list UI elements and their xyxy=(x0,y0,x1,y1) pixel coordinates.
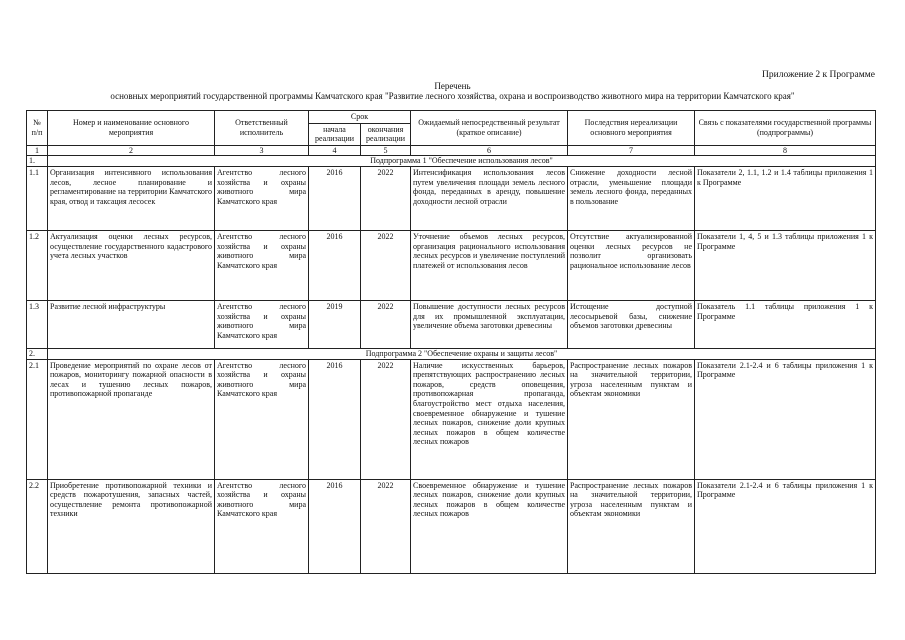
row-num: 1.2 xyxy=(27,230,48,300)
header-row xyxy=(27,111,876,124)
row-start: 2016 xyxy=(309,359,361,479)
subprogram-1-title: Подпрограмма 1 "Обеспечение использования лесов" xyxy=(48,156,876,167)
column-number: 6 xyxy=(411,145,568,156)
subprogram-2-row xyxy=(27,348,876,359)
row-name: Развитие лесной инфраструктуры xyxy=(48,300,215,348)
row-start: 2016 xyxy=(309,479,361,573)
row-num: 1.3 xyxy=(27,300,48,348)
row-executor: Агентство лесного хозяйства и охраны животного мира Камчатского края xyxy=(215,230,309,300)
row-num: 1.1 xyxy=(27,166,48,230)
row-consequences: Распространение лесных пожаров на значительной территории, угроза населенным пунктам и объектам экономики xyxy=(568,479,695,573)
header-executor: Ответственный исполнитель xyxy=(215,111,309,146)
row-start: 2016 xyxy=(309,230,361,300)
row-consequences: Истощение доступной лесосырьевой базы, снижение объемов заготовки древесины xyxy=(568,300,695,348)
header-term: Срок xyxy=(309,111,411,124)
subprogram-2-num: 2. xyxy=(27,348,48,359)
subprogram-2-title: Подпрограмма 2 "Обеспечение охраны и защиты лесов" xyxy=(48,348,876,359)
row-result: Наличие искусственных барьеров, препятствующих распространению лесных пожаров, средств оповещения, противопожарная пропаганда, благоустройство мест отдыха населения, своевременное обнаружение и тушение лесных пожаров, снижение доли крупных лесных пожаров в общем количестве лесных пожаров xyxy=(411,359,568,479)
row-name: Организация интенсивного использования лесов, лесное планирование и регламентирование на территории Камчатского края, отвод и таксация лесосек xyxy=(48,166,215,230)
row-result: Интенсификация использования лесов путем увеличения площади земель лесного фонда, переданных в аренду, повышение доходности лесной отрасли xyxy=(411,166,568,230)
row-executor: Агентство лесного хозяйства и охраны животного мира Камчатского края xyxy=(215,359,309,479)
header-link: Связь с показателями государственной программы (подпрограммы) xyxy=(695,111,876,146)
heading-title: Перечень xyxy=(434,81,471,91)
row-end: 2022 xyxy=(361,479,411,573)
header-end: окончания реализации xyxy=(361,123,411,145)
row-name: Проведение мероприятий по охране лесов от пожаров, мониторингу пожарной опасности в лесах и тушению лесных пожаров, противопожарной пропаганде xyxy=(48,359,215,479)
column-number: 3 xyxy=(215,145,309,156)
row-end: 2022 xyxy=(361,300,411,348)
header-consequences: Последствия нереализации основного мероприятия xyxy=(568,111,695,146)
row-link: Показатель 1.1 таблицы приложения 1 к Программе xyxy=(695,300,876,348)
row-consequences: Снижение доходности лесной отрасли, уменьшение площади земель лесного фонда, переданных в пользование xyxy=(568,166,695,230)
table-row xyxy=(27,166,876,230)
row-link: Показатели 2.1-2.4 и 6 таблицы приложения 1 к Программе xyxy=(695,479,876,573)
row-link: Показатели 1, 4, 5 и 1.3 таблицы приложения 1 к Программе xyxy=(695,230,876,300)
row-num: 2.1 xyxy=(27,359,48,479)
row-consequences: Распространение лесных пожаров на значительной территории, угроза населенным пунктам и объектам экономики xyxy=(568,359,695,479)
row-result: Своевременное обнаружение и тушение лесных пожаров, снижение доли крупных лесных пожаров в общем количестве лесных пожаров xyxy=(411,479,568,573)
table-row xyxy=(27,359,876,479)
row-executor: Агентство лесного хозяйства и охраны животного мира Камчатского края xyxy=(215,166,309,230)
row-end: 2022 xyxy=(361,230,411,300)
row-executor: Агентство лесного хозяйства и охраны животного мира Камчатского края xyxy=(215,300,309,348)
row-executor: Агентство лесного хозяйства и охраны животного мира Камчатского края xyxy=(215,479,309,573)
header-result: Ожидаемый непосредственный результат (краткое описание) xyxy=(411,111,568,146)
row-link: Показатели 2, 1.1, 1.2 и 1.4 таблицы приложения 1 к Программе xyxy=(695,166,876,230)
row-result: Повышение доступности лесных ресурсов для их промышленной эксплуатации, увеличение объема заготовки древесины xyxy=(411,300,568,348)
table-row xyxy=(27,300,876,348)
column-number: 5 xyxy=(361,145,411,156)
header-name: Номер и наименование основного мероприятия xyxy=(48,111,215,146)
row-name: Приобретение противопожарной техники и средств пожаротушения, запасных частей, осуществление ремонта противопожарной техники xyxy=(48,479,215,573)
column-number: 2 xyxy=(48,145,215,156)
table-row xyxy=(27,479,876,573)
document-heading xyxy=(0,81,905,101)
row-start: 2016 xyxy=(309,166,361,230)
subprogram-1-row xyxy=(27,156,876,167)
row-end: 2022 xyxy=(361,166,411,230)
heading-subtitle: основных мероприятий государственной программы Камчатского края "Развитие лесного хозяйства, охрана и воспроизводство животного мира на территории Камчатского края" xyxy=(110,91,795,101)
column-number: 8 xyxy=(695,145,876,156)
table-row xyxy=(27,230,876,300)
row-end: 2022 xyxy=(361,359,411,479)
appendix-label: Приложение 2 к Программе xyxy=(762,70,875,80)
subprogram-1-num: 1. xyxy=(27,156,48,167)
row-link: Показатели 2.1-2.4 и 6 таблицы приложения 1 к Программе xyxy=(695,359,876,479)
row-start: 2019 xyxy=(309,300,361,348)
row-result: Уточнение объемов лесных ресурсов, организация рационального использования лесных ресурсов и увеличение поступлений платежей от использования лесов xyxy=(411,230,568,300)
column-number: 4 xyxy=(309,145,361,156)
row-consequences: Отсутствие актуализированной оценки лесных ресурсов не позволит организовать рациональное использование лесов xyxy=(568,230,695,300)
row-name: Актуализация оценки лесных ресурсов, осуществление государственного кадастрового учета лесных участков xyxy=(48,230,215,300)
measures-table xyxy=(26,110,876,574)
header-num: № п/п xyxy=(27,111,48,146)
header-start: начала реализации xyxy=(309,123,361,145)
row-num: 2.2 xyxy=(27,479,48,573)
column-numbers-row xyxy=(27,145,876,156)
column-number: 1 xyxy=(27,145,48,156)
column-number: 7 xyxy=(568,145,695,156)
